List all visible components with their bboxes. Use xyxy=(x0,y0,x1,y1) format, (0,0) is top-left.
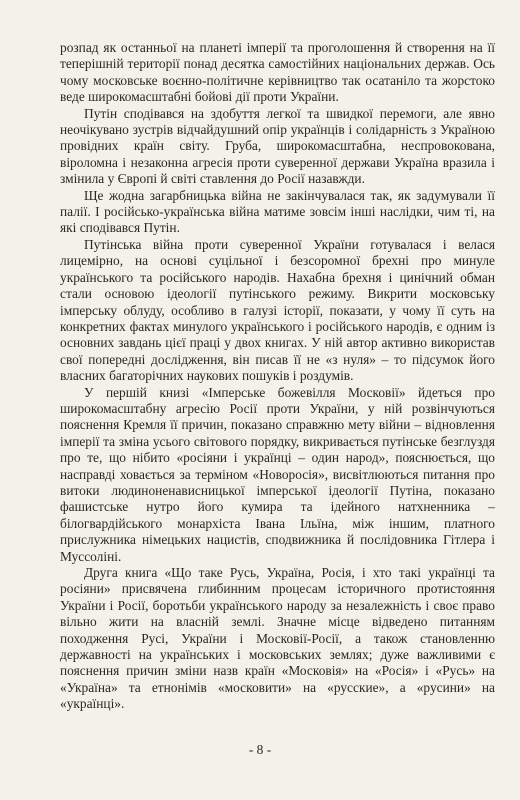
page-number: - 8 - xyxy=(248,742,272,757)
paragraph-3: Ще жодна загарбницька війна не закінчувалася так, як задумували її палії. І російсько-українська війна матиме зовсім інші наслідки, чим ті, на які сподівався Путін. xyxy=(60,187,495,236)
text-body xyxy=(60,40,495,713)
paragraph-5: У першій книзі «Імперське божевілля Московії» йдеться про широкомасштабну агресію Росії проти України, у ній розвінчуються пояснення Кремля її причин, показано справжню мету війни – відновлення імперії та зміна усього світового порядку, викривається путінське безглуздя про те, що нібито «росіяни і українці – один народ», пояснюється, що насправді ховається за терміном «Новоросія», висвітлюються питання про витоки людиноненависницької імперської ідеології Путіна, показано фашистське нутро його кумира та ідейного натхненника – білогвардійського монархіста Івана Ільїна, між іншим, платного прислужника німецьких нацистів, сподвижника й послідовника Гітлера і Муссоліні. xyxy=(60,384,495,564)
paragraph-6: Друга книга «Що таке Русь, Україна, Росія, і хто такі українці та росіяни» присвячена глибинним процесам історичного протистояння України і Росії, боротьби українського народу за незалежність і своє право вільно жити на власній землі. Значне місце відведено питанням походження Русі, України і Московії-Росії, а також становленню державності на українських і московських землях; дуже важливими є пояснення причин зміни назв країн «Московія» на «Росія» і «Русь» на «Україна» та етнонімів «московити» на «русские», а «русини» на «українці». xyxy=(60,565,495,712)
paragraph-1: розпад як останньої на планеті імперії та проголошення й створення на її теперішній території понад десятка самостійних національних держав. Ось чому московське воєнно-політичне керівництво так осатаніло та жорстоко веде широкомасштабні бойові дії проти України. xyxy=(60,40,495,105)
paragraph-2: Путін сподівався на здобуття легкої та швидкої перемоги, але явно неочікувано зустрів відчайдушний опір українців і солідарність з Україною провідних країн світу. Груба, широкомасштабна, неспровокована, віроломна і незаконна агресія проти суверенної держави Україна вразила і змінила у Європі й світі ставлення до Росії назавжди. xyxy=(60,105,495,187)
paragraph-4: Путінська війна проти суверенної України готувалася і велася лицемірно, на основі суцільної і безсоромної брехні про минуле українського та російського народів. Нахабна брехня і цинічний обман стали основою ідеології путінського режиму. Викрити московську імперську облуду, особливо в галузі історії, показати, у чому її суть на конкретних фактах минулого українського і російського народів, є одним із основних завдань цієї праці у двох книгах. У ній автор активно використав свої попередні дослідження, він писав її не «з нуля» – то підсумок його власних багаторічних наукових пошуків і роздумів. xyxy=(60,236,495,384)
